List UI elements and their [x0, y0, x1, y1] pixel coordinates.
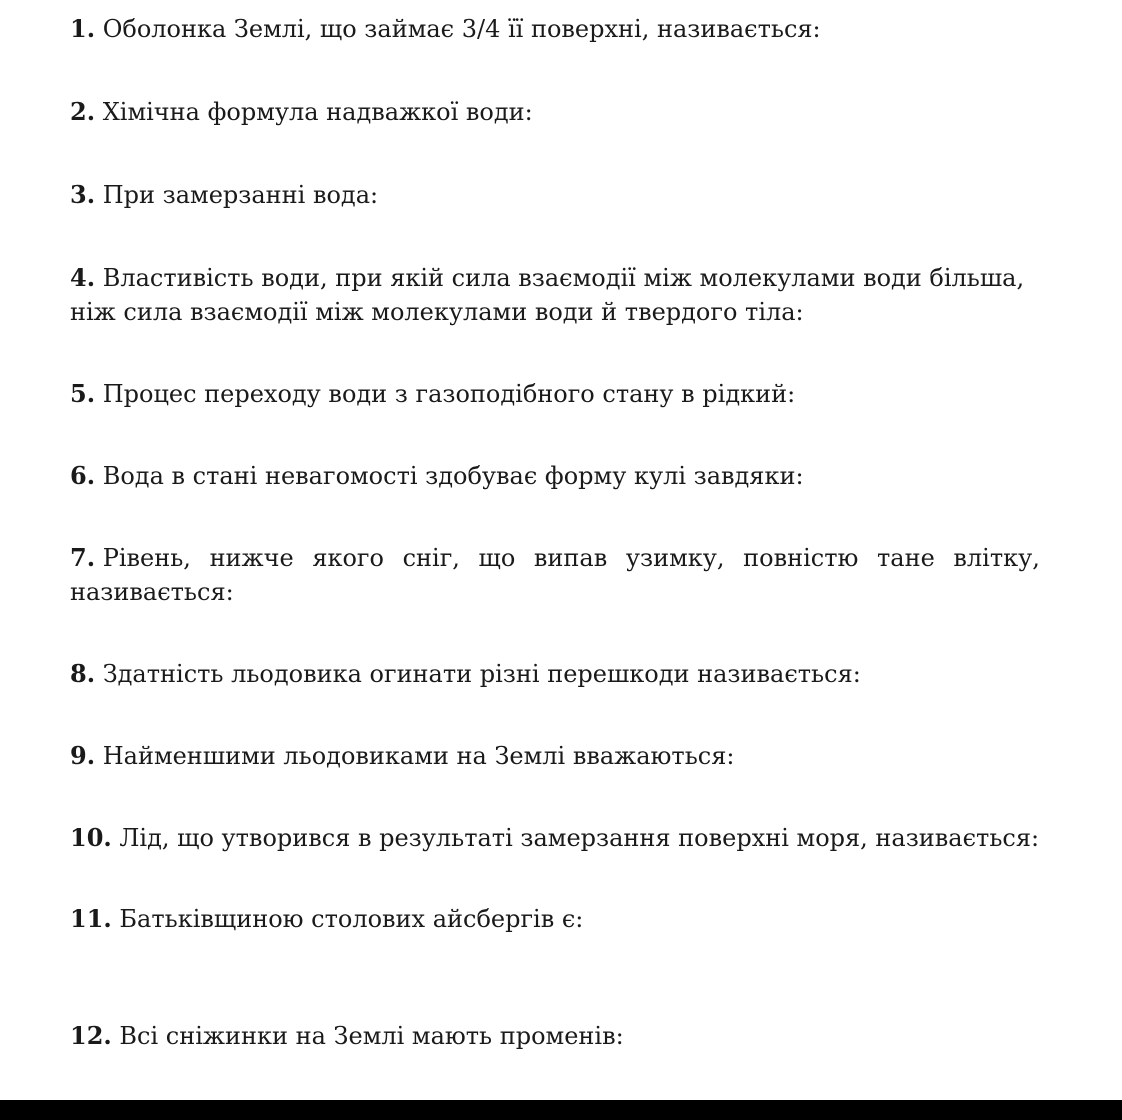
question-number: 6.: [70, 461, 96, 490]
question-11: [70, 904, 1122, 934]
question-12: [70, 1021, 1122, 1051]
question-text: Оболонка Землі, що займає 3/4 її поверхні, називається:: [102, 15, 821, 43]
question-text: Вода в стані невагомості здобуває форму кулі завдяки:: [102, 462, 804, 490]
question-10: [70, 823, 1122, 853]
question-text: При замерзанні вода:: [102, 181, 379, 209]
question-3: [70, 180, 1122, 210]
question-text: Здатність льодовика огинати різні перешкоди називається:: [102, 660, 861, 688]
question-text: Процес переходу води з газоподібного стану в рідкий:: [102, 380, 796, 408]
question-number: 1.: [70, 14, 96, 43]
question-5: [70, 379, 1122, 409]
question-1: [70, 14, 1122, 44]
question-text: Лід, що утворився в результаті замерзання поверхні моря, називається:: [119, 824, 1040, 852]
question-number: 2.: [70, 97, 96, 126]
question-7: [70, 543, 1122, 573]
question-2: [70, 97, 1122, 127]
question-text-continued: ніж сила взаємодії між молекулами води й твердого тіла:: [70, 298, 804, 326]
question-4-continued: [70, 297, 1122, 327]
question-number: 9.: [70, 741, 96, 770]
question-8: [70, 659, 1122, 689]
bottom-border: [0, 1100, 1122, 1120]
question-text: Рівень, нижче якого сніг, що випав узимку, повністю тане влітку,: [102, 544, 1040, 572]
question-9: [70, 741, 1122, 771]
question-4: [70, 263, 1122, 293]
question-number: 11.: [70, 904, 112, 933]
question-number: 8.: [70, 659, 96, 688]
question-number: 7.: [70, 543, 96, 572]
question-text-continued: називається:: [70, 578, 234, 606]
question-text: Всі сніжинки на Землі мають променів:: [119, 1022, 624, 1050]
question-number: 3.: [70, 180, 96, 209]
question-text: Властивість води, при якій сила взаємодії між молекулами води більша,: [102, 264, 1025, 292]
question-7-continued: [70, 577, 1122, 607]
question-number: 5.: [70, 379, 96, 408]
question-number: 10.: [70, 823, 112, 852]
question-6: [70, 461, 1122, 491]
question-text: Хімічна формула надважкої води:: [102, 98, 533, 126]
question-number: 4.: [70, 263, 96, 292]
question-number: 12.: [70, 1021, 112, 1050]
question-text: Найменшими льодовиками на Землі вважаються:: [102, 742, 735, 770]
question-text: Батьківщиною столових айсбергів є:: [119, 905, 584, 933]
